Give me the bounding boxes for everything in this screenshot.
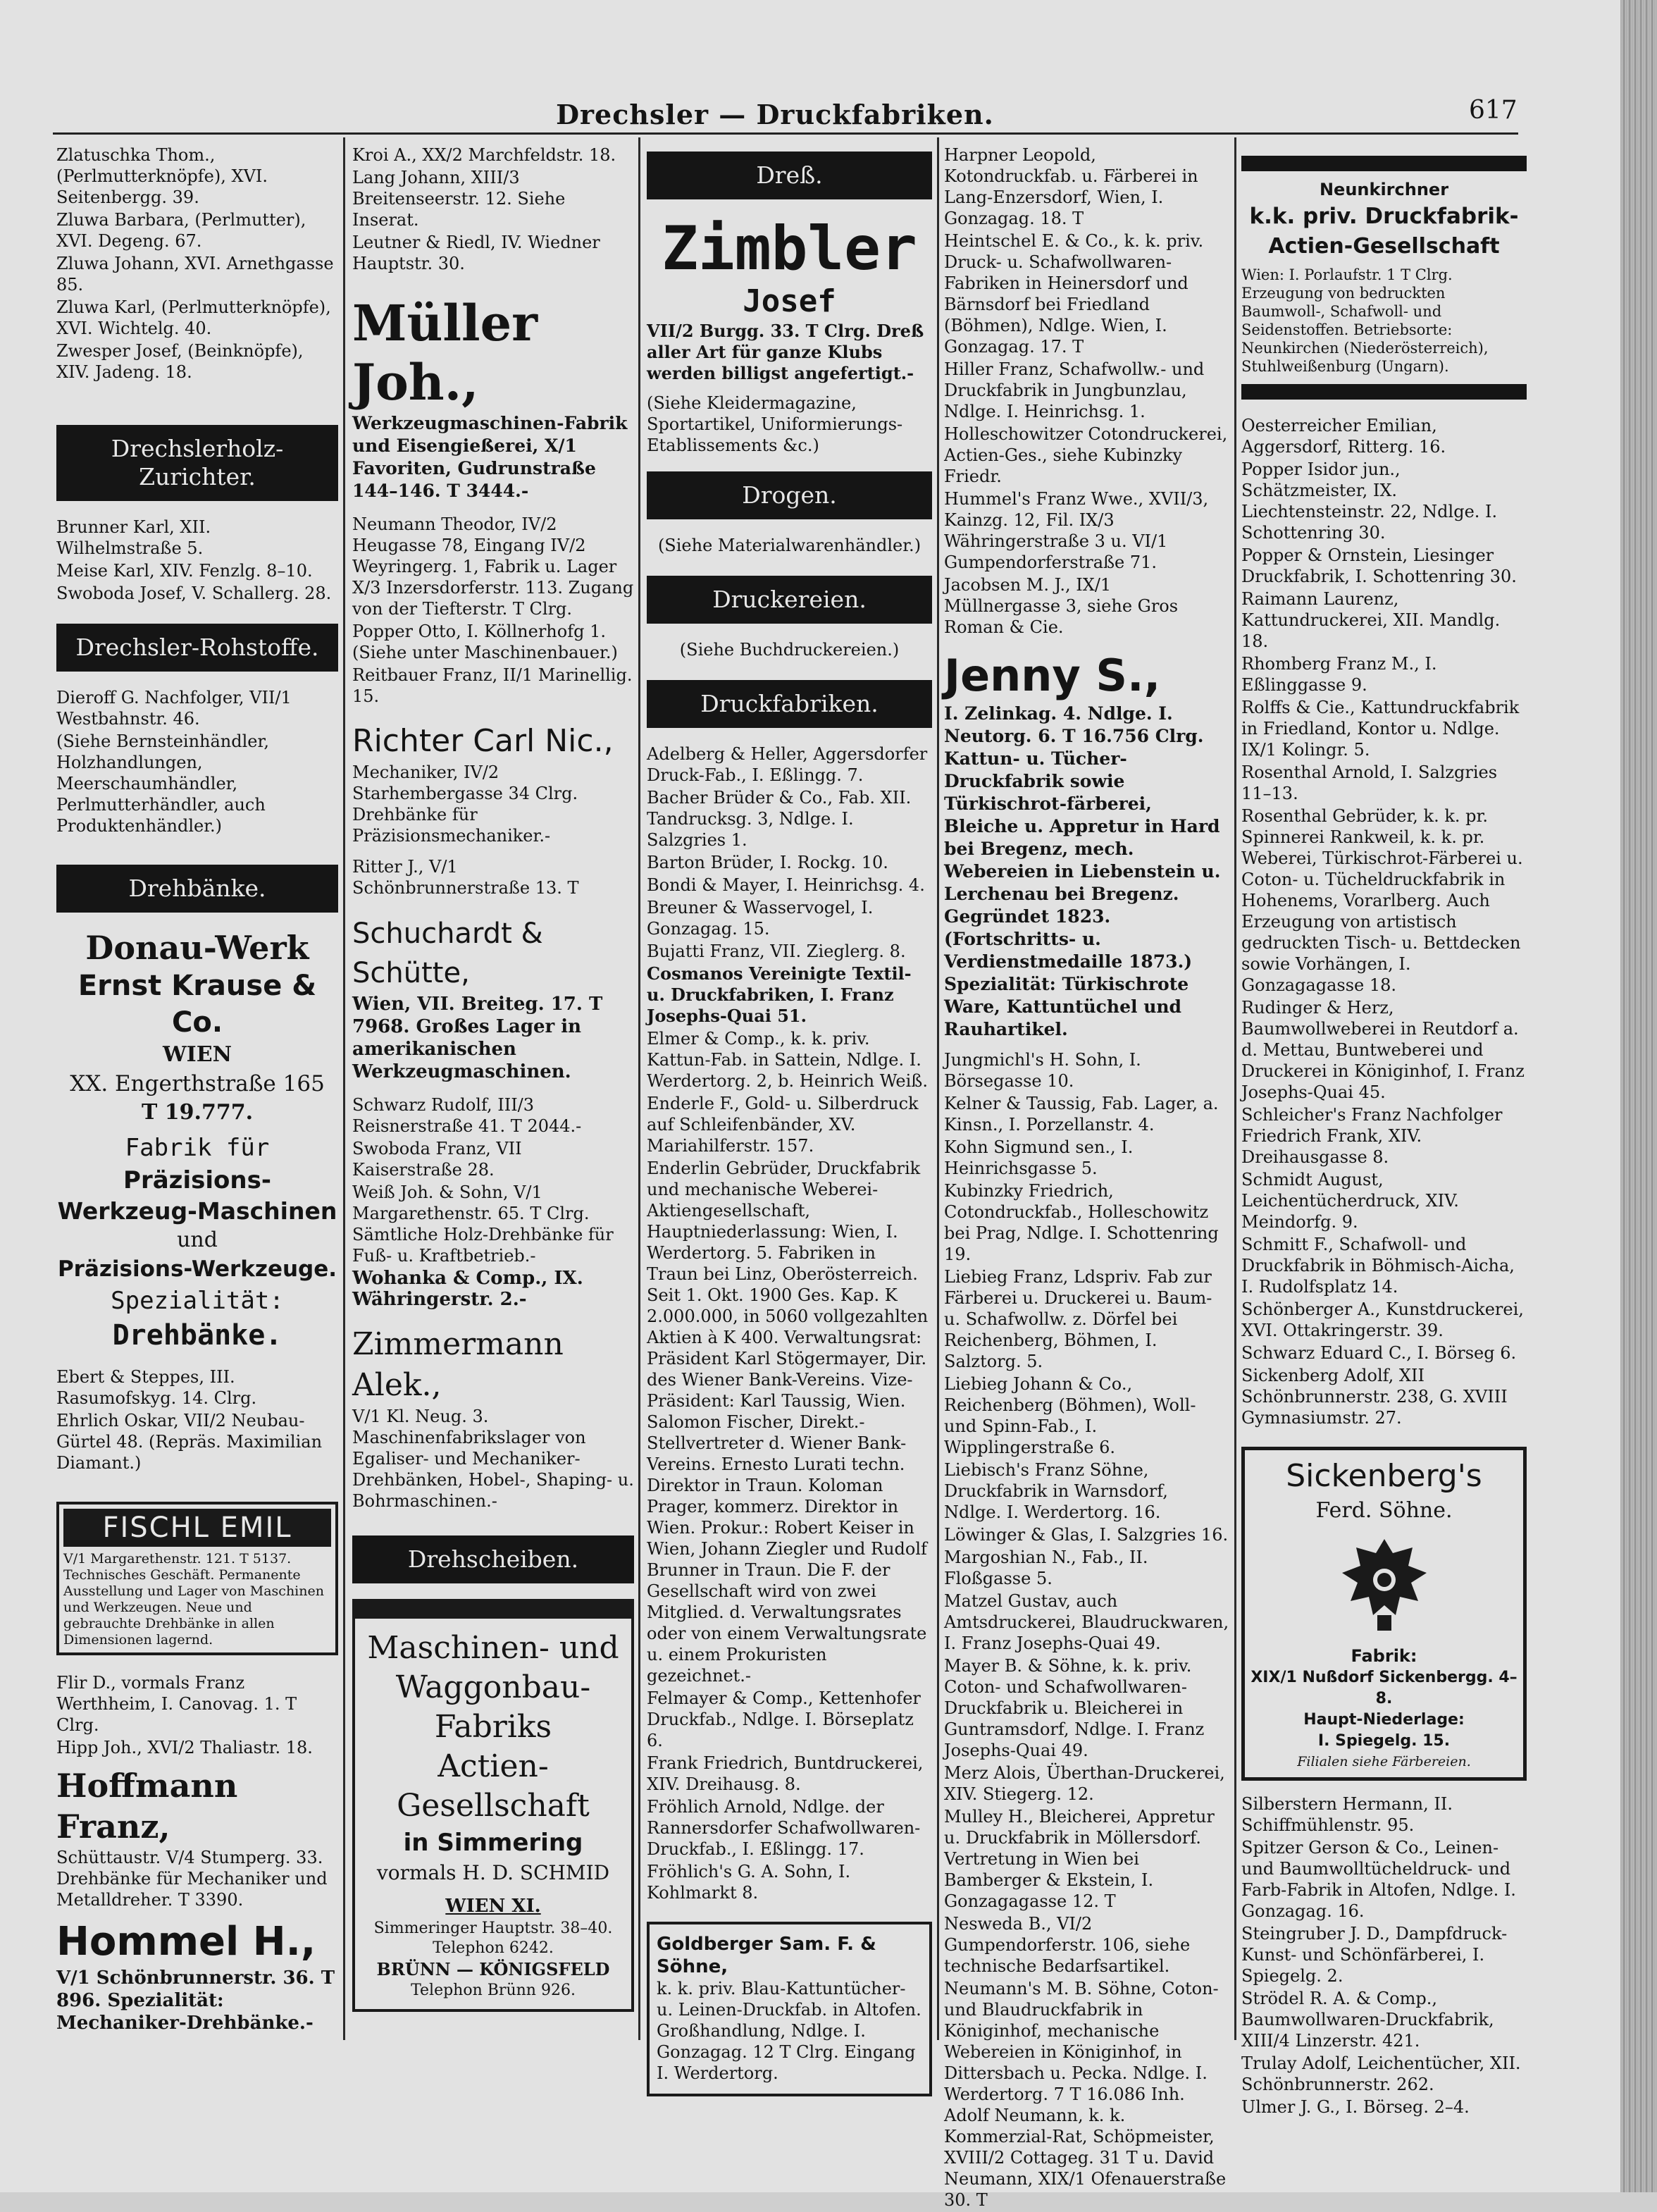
list-item: Hipp Joh., XVI/2 Thaliastr. 18. <box>56 1738 313 1757</box>
list-item: Popper Isidor jun., Schätzmeister, IX. Liechtensteinstr. 22, Ndlge. I. Schottenring 30. <box>1241 459 1498 543</box>
list-item: Liebieg Franz, Ldspriv. Fab zur Färberei u. Druckerei u. Baum- u. Schafwollw. z. Dörfel bei Reichenberg, Böhmen, I. Salztorg. 5. <box>944 1267 1212 1371</box>
ad-line: Fabrik für <box>125 1134 270 1162</box>
list-item: Popper Otto, I. Köllnerhofg 1. (Siehe unter Maschinenbauer.) <box>352 622 618 662</box>
list-item: Rolffs & Cie., Kattundruckfabrik in Friedland, Kontor u. Ndlge. IX/1 Kolingr. 5. <box>1241 698 1520 760</box>
ad-text: Mechaniker, IV/2 Starhembergasse 34 Clrg. Drehbänke für Präzisionsmechaniker.- <box>352 762 578 846</box>
ad-subtitle: Ferd. Söhne. <box>1315 1498 1453 1523</box>
page-header: Drechsler — Druckfabriken. <box>556 99 994 130</box>
list-item: Trulay Adolf, Leichentücher, XII. Schönbrunnerstr. 262. <box>1241 2053 1521 2094</box>
ad-text: Schüttaustr. V/4 Stumperg. 33. Drehbänke für Mechaniker und Metalldreher. T 3390. <box>56 1848 328 1910</box>
list-item: Schwarz Eduard C., I. Börseg 6. <box>1241 1343 1517 1363</box>
list-item: Fröhlich's G. A. Sohn, I. Kohlmarkt 8. <box>647 1862 851 1903</box>
list-item: Kubinzky Friedrich, Cotondruckfab., Holleschowitz bei Prag, Ndlge. I. Schottenring 19. <box>944 1181 1219 1264</box>
eagle-crest-icon <box>1335 1532 1434 1638</box>
ad-title: Richter Carl Nic., <box>352 723 614 759</box>
advertisement-donau-werk <box>56 928 338 1354</box>
ad-line: Telephon 6242. <box>433 1939 554 1957</box>
ad-line: I. Spiegelg. 15. <box>1317 1732 1451 1750</box>
list-item: Dieroff G. Nachfolger, VII/1 Westbahnstr. 46. <box>56 688 292 729</box>
list-item: Sickenberg Adolf, XII Schönbrunnerstr. 238, G. XVIII Gymnasiumstr. 27. <box>1241 1366 1508 1428</box>
ad-title: Schuchardt & Schütte, <box>352 917 543 989</box>
list-item: Schönberger A., Kunstdruckerei, XVI. Ottakringerstr. 39. <box>1241 1299 1524 1340</box>
list-item: Swoboda Josef, V. Schallerg. 28. <box>56 583 332 603</box>
list-item: Enderle F., Gold- u. Silberdruck auf Schleifenbänder, XV. Mariahilferstr. 157. <box>647 1094 919 1156</box>
list-item: Zluwa Johann, XVI. Arnethgasse 85. <box>56 254 334 295</box>
page-number: 617 <box>1469 96 1518 125</box>
advertisement-jenny <box>944 649 1229 1041</box>
list-item: Schmitt F., Schafwoll- und Druckfabrik in Böhmisch-Aicha, I. Rudolfsplatz 14. <box>1241 1235 1515 1297</box>
list-item: Zlatuschka Thom., (Perlmutterknöpfe), XVI. Seitenbergg. 39. <box>56 145 268 207</box>
ad-city: WIEN <box>162 1042 232 1067</box>
list-item: Jacobsen M. J., IX/1 Müllnergasse 3, siehe Gros Roman & Cie. <box>944 575 1179 637</box>
ad-line: Maschinen- und <box>367 1630 619 1666</box>
ad-line: XIX/1 Nußdorf Sickenbergg. 4–8. <box>1250 1669 1518 1707</box>
section-heading: Drehbänke. <box>56 865 338 913</box>
advertisement-zimbler <box>647 215 932 384</box>
list-item: Margoshian N., Fab., II. Floßgasse 5. <box>944 1547 1148 1588</box>
list-item: (Siehe Kleidermagazine, Sportartikel, Uniformierungs-Etablissements &c.) <box>647 393 903 455</box>
list-item: Kelner & Taussig, Fab. Lager, a. Kinsn., I. Porzellanstr. 4. <box>944 1094 1219 1135</box>
list-item: Reitbauer Franz, II/1 Marinellig. 15. <box>352 665 633 706</box>
list-item: Rudinger & Herz, Baumwollweberei in Reutdorf a. d. Mettau, Buntweberei und Druckerei in Königinhof, I. Franz Josephs-Quai 45. <box>1241 998 1525 1102</box>
list-item: Silberstern Hermann, II. Schiffmühlenstr. 95. <box>1241 1794 1453 1835</box>
list-item: Popper & Ornstein, Liesinger Druckfabrik, I. Schottenring 30. <box>1241 545 1517 586</box>
list-item: Felmayer & Comp., Kettenhofer Druckfab., Ndlge. I. Börseplatz 6. <box>647 1688 921 1750</box>
ad-subtitle: Josef <box>743 283 836 319</box>
advertisement-hommel <box>56 1917 338 2034</box>
ad-line: Simmeringer Hauptstr. 38–40. <box>373 1920 613 1937</box>
list-item: Hiller Franz, Schafwollw.- und Druckfabrik in Jungbunzlau, Ndlge. I. Heinrichsg. 1. <box>944 359 1205 421</box>
list-item: Löwinger & Glas, I. Salzgries 16. <box>944 1525 1229 1545</box>
list-item: Merz Alois, Überthan-Druckerei, XIV. Stiegerg. 12. <box>944 1763 1225 1804</box>
list-item: Mulley H., Bleicherei, Appretur u. Druckfabrik in Möllersdorf. Vertretung in Wien bei Bamberger & Ekstein, I. Gonzagagasse 12. T <box>944 1807 1215 1911</box>
ad-line: Präzisions-Werkzeuge. <box>57 1256 337 1282</box>
list-item: Neumann Theodor, IV/2 Heugasse 78, Eingang IV/2 Weyringerg. 1, Fabrik u. Lager X/3 Inzersdorferstr. 113. Zugang von der Tiefterstr. T Clrg. <box>352 514 634 619</box>
ad-line: Actien-Gesellschaft <box>1268 234 1500 259</box>
list-item: Ebert & Steppes, III. Rasumofskyg. 14. Clrg. <box>56 1367 257 1408</box>
ad-title: Jenny S., <box>944 650 1161 701</box>
column-divider <box>638 137 640 2040</box>
ad-line: Haupt-Niederlage: <box>1303 1711 1465 1729</box>
advertisement-sickenberg <box>1241 1447 1527 1781</box>
list-item: Bacher Brüder & Co., Fab. XII. Tandrucksg. 3, Ndlge. I. Salzgries 1. <box>647 788 912 850</box>
list-item: Enderlin Gebrüder, Druckfabrik und mechanische Weberei-Aktiengesellschaft, Hauptniederlassung: Wien, I. Werdertorg. 5. Fabriken in Traun bei Linz, Oberösterreich. Seit 1. Okt. 1900 Ges. Kap. K 2.000.000, in 5060 vollgezahlten Aktien à K 400. Verwaltungsrat: Präsident Karl Stögermayer, Dir. des Wiener Bank-Vereins. Vize-Präsident: Karl Taussig, Wien. Salomon Fischer, Direkt.-Stellvertreter d. Wiener Bank-Vereins. Ernesto Lurati techn. Direktor in Traun. Koloman Prager, kommerz. Direktor in Wien. Prokur.: Robert Keiser in Wien, Johann Ziegler und Rudolf Brunner in Traun. Die F. der Gesellschaft wird von zwei Mitglied. d. Verwaltungsrates oder von einem Verwaltungsrate u. einem Prokuristen gezeichnet.- <box>647 1158 929 1686</box>
list-item: Bujatti Franz, VII. Zieglerg. 8. <box>647 941 906 961</box>
ad-text: I. Zelinkag. 4. Ndlge. I. Neutorg. 6. T 16.756 Clrg. Kattun- u. Tücher-Druckfabrik sowie Türkischrot-färberei, Bleiche u. Appretur in Hard bei Bregenz, mech. Webereien in Liebenstein u. Lerchenau bei Bregenz. Gegründet 1823. (Fortschritts- u. Verdienstmedaille 1873.) Spezialität: Türkischrote Ware, Kattuntüchel und Rauhartikel. <box>944 703 1221 1039</box>
list-item: Ehrlich Oskar, VII/2 Neubau-Gürtel 48. (Repräs. Maximilian Diamant.) <box>56 1411 323 1473</box>
list-item: Kroi A., XX/2 Marchfeldstr. 18. <box>352 145 616 165</box>
ad-text: k. k. priv. Blau-Kattuntücher- u. Leinen-Druckfab. in Altofen. Großhandlung, Ndlge. I. Gonzagag. 12 T Clrg. Eingang I. Werdertorg. <box>657 1979 921 2083</box>
list-item: Harpner Leopold, Kotondruckfab. u. Färberei in Lang-Enzersdorf, Wien, I. Gonzagag. 18. T <box>944 145 1198 228</box>
list-item: Fröhlich Arnold, Ndlge. der Rannersdorfer Schafwollwaren-Druckfab., I. Eßlingg. 17. <box>647 1797 921 1859</box>
list-item: Elmer & Comp., k. k. priv. Kattun-Fab. in Sattein, Ndlge. I. Werdertorg. 2, b. Heinrich Weiß. <box>647 1029 928 1091</box>
ad-line: WIEN XI. <box>445 1896 541 1917</box>
list-item: Spitzer Gerson & Co., Leinen- und Baumwolltücheldruck- und Farb-Fabrik in Altofen, Ndlge. I. Gonzagag. 16. <box>1241 1838 1516 1921</box>
ad-line: Neunkirchner <box>1319 180 1449 199</box>
list-item: Rosenthal Arnold, I. Salzgries 11–13. <box>1241 762 1498 803</box>
list-item: (Siehe Bernsteinhändler, Holzhandlungen, Meerschaumhändler, Perlmutterhändler, auch Produktenhändler.) <box>56 731 269 836</box>
ad-line: in Simmering <box>403 1829 583 1857</box>
list-item: Rosenthal Gebrüder, k. k. pr. Spinnerei Rankweil, k. k. pr. Weberei, Türkischrot-Färberei u. Coton- u. Tücheldruckfabrik in Hohenems, Vorarlberg. Auch Erzeugung von artistisch gedruckten Tisch- u. Bettdecken sowie Vorhängen, I. Gonzagagasse 18. <box>1241 806 1523 995</box>
list-item: Breuner & Wasservogel, I. Gonzagag. 15. <box>647 898 874 939</box>
ad-address: XX. Engerthstraße 165 <box>70 1071 325 1096</box>
list-item: Neswedа B., VI/2 Gumpendorferstr. 106, siehe technische Bedarfsartikel. <box>944 1914 1191 1976</box>
list-item: Weiß Joh. & Sohn, V/1 Margarethenstr. 65. T Clrg. Sämtliche Holz-Drehbänke für Fuß- u. Kraftbetrieb.- <box>352 1182 614 1266</box>
list-item: Matzel Gustav, auch Amtsdruckerei, Blaudruckwaren, I. Franz Josephs-Quai 49. <box>944 1591 1229 1653</box>
ad-text: Wien, VII. Breiteg. 17. T 7968. Großes Lager in amerikanischen Werkzeugmaschinen. <box>352 994 603 1082</box>
list-item: Zluwa Karl, (Perlmutterknöpfe), XVI. Wichtelg. 40. <box>56 297 331 338</box>
list-item: Holleschowitzer Cotondruckerei, Actien-Ges., siehe Kubinzky Friedr. <box>944 424 1228 486</box>
ad-line: Telephon Brünn 926. <box>411 1982 576 1999</box>
advertisement-neunkirchen <box>1241 156 1527 400</box>
ad-line: Fabrik: <box>1351 1646 1417 1666</box>
ad-text: VII/2 Burgg. 33. T Clrg. Dreß aller Art für ganze Klubs werden billigst angefertigt.- <box>647 321 924 383</box>
list-item: Schleicher's Franz Nachfolger Friedrich Frank, XIV. Dreihausgasse 8. <box>1241 1105 1503 1167</box>
ad-text: V/1 Kl. Neug. 3. Maschinenfabrikslager von Egaliser- und Mechaniker-Drehbänken, Hobel-, Shaping- u. Bohrmaschinen.- <box>352 1407 634 1511</box>
ad-title: Hommel H., <box>56 1919 316 1965</box>
advertisement-goldberger <box>647 1922 932 2096</box>
section-heading: Druckfabriken. <box>647 680 932 728</box>
ad-line: Werkzeug-Maschinen <box>57 1197 337 1225</box>
ad-title: FISCHL EMIL <box>63 1509 331 1547</box>
list-item: Flir D., vormals Franz Werthheim, I. Canovag. 1. T Clrg. <box>56 1673 297 1735</box>
section-heading: Drechslerholz-Zurichter. <box>56 425 338 501</box>
column-2 <box>352 144 634 2023</box>
ad-title: Donau-Werk <box>85 929 309 967</box>
ad-text: V/1 Schönbrunnerstr. 36. T 896. Spezialität: Mechaniker-Drehbänke.- <box>56 1967 335 2034</box>
list-item: Heintschel E. & Co., k. k. priv. Druck- u. Schafwollwaren-Fabriken in Heinersdorf und Bärnsdorf bei Friedland (Böhmen), Ndlge. Wien, I. Gonzagag. 17. T <box>944 231 1204 357</box>
header-rule <box>53 132 1518 135</box>
ad-line: Spezialität: <box>111 1287 284 1315</box>
list-item: Raimann Laurenz, Kattundruckerei, XII. Mandlg. 18. <box>1241 589 1501 651</box>
list-item: Jungmichl's H. Sohn, I. Börsegasse 10. <box>944 1050 1141 1091</box>
ad-line: Präzisions- <box>123 1166 271 1194</box>
advertisement-schuchardt <box>352 914 634 1083</box>
list-item: Meise Karl, XIV. Fenzlg. 8–10. <box>56 561 313 581</box>
list-item: Leutner & Riedl, IV. Wiedner Hauptstr. 30. <box>352 233 600 273</box>
ad-line: Filialen siehe Färbereien. <box>1297 1754 1471 1769</box>
list-item: Barton Brüder, I. Rockg. 10. <box>647 853 888 872</box>
list-item: Mayer B. & Söhne, k. k. priv. Coton- und Schafwollwaren-Druckfabrik u. Bleicherei in Guntramsdorf, Ndlge. I. Franz Josephs-Quai 49. <box>944 1656 1205 1760</box>
list-item: (Siehe Buchdruckereien.) <box>679 640 900 660</box>
spacer <box>56 1354 338 1366</box>
list-item: Swoboda Franz, VII Kaiserstraße 28. <box>352 1139 522 1180</box>
ad-line: Waggonbau-Fabriks <box>395 1669 591 1745</box>
advertisement-fischl <box>56 1502 338 1655</box>
list-item: Neumann's M. B. Söhne, Coton- und Blaudruckfabrik in Königinhof, mechanische Webereien in Königinhof, in Dittersbach u. Pecka. Ndlge. I. Werdertorg. 7 T 16.086 Inh. Adolf Neumann, k. k. Kommerzial-Rat, Schöpmeister, XVIII/2 Cottageg. 31 T u. David Neumann, XIX/1 Ofenauerstraße 30. T <box>944 1979 1227 2210</box>
ad-text: V/1 Margarethenstr. 121. T 5137. Technisches Geschäft. Permanente Ausstellung und Lager von Maschinen und Werkzeugen. Neue und gebrauchte Drehbänke in allen Dimensionen lagernd. <box>63 1551 324 1648</box>
list-item: Oesterreicher Emilian, Aggersdorf, Ritterg. 16. <box>1241 416 1446 457</box>
list-item: Zluwa Barbara, (Perlmutter), XVI. Degeng. 67. <box>56 210 306 251</box>
column-divider <box>1234 137 1236 2040</box>
list-item: (Siehe Materialwarenhändler.) <box>657 536 921 555</box>
ad-title: k.k. priv. Druckfabrik- <box>1249 204 1519 229</box>
column-divider <box>937 137 939 2040</box>
ad-title: Sickenberg's <box>1286 1458 1482 1494</box>
list-item: Hummel's Franz Wwe., XVII/3, Kainzg. 12, Fil. IX/3 Währingerstraße 3 u. VI/1 Gumpendorferstraße 71. <box>944 489 1209 572</box>
list-item: Wohanka & Comp., IX. Währingerstr. 2.- <box>352 1268 583 1310</box>
ad-company: Ernst Krause & Co. <box>77 970 317 1039</box>
advertisement-simmering <box>352 1599 634 2012</box>
section-heading: Drechsler-Rohstoffe. <box>56 624 338 672</box>
ad-title: Zimbler <box>662 214 917 284</box>
advertisement-mueller <box>352 294 634 502</box>
ad-title: Zimmermann Alek., <box>352 1326 564 1403</box>
ad-text: Werkzeugmaschinen-Fabrik und Eisengießerei, X/1 Favoriten, Gudrunstraße 144–146. T 3444.- <box>352 413 628 501</box>
section-heading: Drehscheiben. <box>352 1536 634 1583</box>
list-item: Steingruber J. D., Dampfdruck-Kunst- und Schönfärberei, I. Spiegelg. 2. <box>1241 1924 1508 1986</box>
list-item: Liebieg Johann & Co., Reichenberg (Böhmen), Woll- und Spinn-Fab., I. Wipplingerstraße 6. <box>944 1374 1196 1457</box>
list-item: Liebisch's Franz Söhne, Druckfabrik in Warnsdorf, Ndlge. I. Werdertorg. 16. <box>944 1460 1168 1522</box>
ad-title: Goldberger Sam. F. & Söhne, <box>657 1934 876 1977</box>
ad-title: Müller Joh., <box>352 294 538 412</box>
list-item: Cosmanos Vereinigte Textil- u. Druckfabriken, I. Franz Josephs-Quai 51. <box>647 963 912 1026</box>
list-item: Ulmer J. G., I. Börseg. 2–4. <box>1241 2097 1470 2117</box>
ad-line: BRÜNN — KÖNIGSFELD <box>376 1959 610 1979</box>
ad-phone: T 19.777. <box>141 1100 254 1125</box>
book-edge <box>1620 0 1657 2192</box>
ad-line: vormals H. D. SCHMID <box>376 1861 610 1884</box>
ad-line: Actien-Gesellschaft <box>397 1748 590 1824</box>
section-heading: Dreß. <box>647 152 932 199</box>
list-item: Brunner Karl, XII. Wilhelmstraße 5. <box>56 517 211 558</box>
ad-title: Hoffmann Franz, <box>56 1767 238 1846</box>
list-item: Lang Johann, XIII/3 Breitenseerstr. 12. Siehe Inserat. <box>352 168 566 230</box>
advertisement-hoffmann <box>56 1765 338 1910</box>
ad-text: Wien: I. Porlaufstr. 1 T Clrg. Erzeugung von bedruckten Baumwoll-, Schafwoll- und Seidenstoffen. Betriebsorte: Neunkirchen (Niederösterreich), Stuhlweißenburg (Ungarn). <box>1241 266 1489 375</box>
ad-line: und <box>177 1228 218 1252</box>
advertisement-zimmermann <box>352 1324 634 1512</box>
ad-line: Drehbänke. <box>112 1319 283 1352</box>
advertisement-richter <box>352 721 634 846</box>
column-3 <box>647 144 932 2108</box>
column-divider <box>343 137 345 2040</box>
list-item: Strödel R. A. & Comp., Baumwollwaren-Druckfabrik, XIII/4 Linzerstr. 421. <box>1241 1989 1494 2051</box>
list-item: Schwarz Rudolf, III/3 Reisnerstraße 41. T 2044.- <box>352 1095 582 1136</box>
list-item: Zwesper Josef, (Beinknöpfe), XIV. Jadeng. 18. <box>56 341 304 382</box>
list-item: Bondi & Mayer, I. Heinrichsg. 4. <box>647 875 925 895</box>
section-heading: Druckereien. <box>647 576 932 624</box>
list-item: Rhomberg Franz M., I. Eßlinggasse 9. <box>1241 654 1437 695</box>
list-item: Schmidt August, Leichentücherdruck, XIV. Meindorfg. 9. <box>1241 1170 1459 1232</box>
list-item: Ritter J., V/1 Schönbrunnerstraße 13. T <box>352 857 579 898</box>
ad-banner <box>355 1602 631 1619</box>
column-1 <box>56 144 338 2036</box>
list-item: Adelberg & Heller, Aggersdorfer Druck-Fab., I. Eßlingg. 7. <box>647 744 928 785</box>
column-5 <box>1241 144 1527 2119</box>
list-item: Kohn Sigmund sen., I. Heinrichsgasse 5. <box>944 1137 1134 1178</box>
section-heading: Drogen. <box>647 471 932 519</box>
list-item: Frank Friedrich, Buntdruckerei, XIV. Dreihausg. 8. <box>647 1753 924 1794</box>
column-4 <box>944 144 1229 2212</box>
